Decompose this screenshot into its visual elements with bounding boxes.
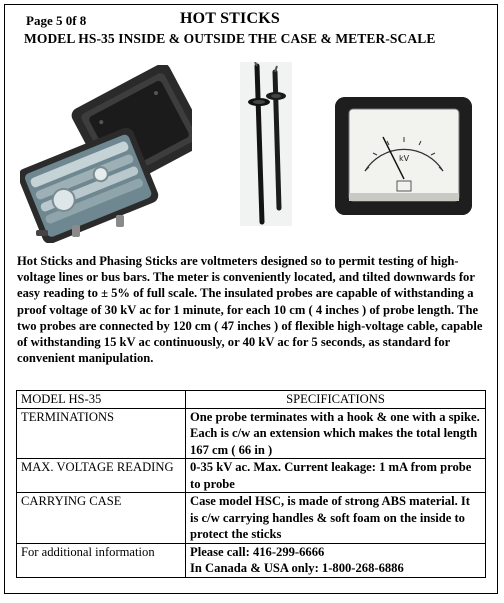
specifications-header: SPECIFICATIONS [186,391,486,409]
table-row [17,459,486,493]
spec-label: For additional information [17,543,186,577]
model-header: MODEL HS-35 [17,391,186,409]
table-row [17,408,486,459]
page-number: Page 5 0f 8 [26,13,87,28]
spec-label: MAX. VOLTAGE READING [17,459,186,493]
spec-label: CARRYING CASE [17,493,186,544]
page-subtitle: MODEL HS-35 INSIDE & OUTSIDE THE CASE & METER-SCALE [24,31,436,46]
meter-unit-label: kV [398,154,410,163]
specifications-table [16,390,486,578]
meter-scale-photo [335,97,472,215]
table-row [17,493,486,544]
spec-value: Case model HSC, is made of strong ABS material. It is c/w carrying handles & soft foam on the inside to protect the sticks [186,493,486,544]
spec-value: One probe terminates with a hook & one with a spike. Each is c/w an extension which makes the total length 167 cm ( 66 in ) [186,408,486,459]
spec-label: TERMINATIONS [17,408,186,459]
table-header-row [17,391,486,409]
toll-free-number: In Canada & USA only: 1-800-268-6886 [190,561,404,575]
page-title: HOT STICKS [180,10,280,27]
contact-info [186,543,486,577]
table-row [17,543,486,577]
hot-sticks-photo [240,62,292,226]
product-description: Hot Sticks and Phasing Sticks are voltmeters designed so to permit testing of high-voltage lines or bus bars. The meter is conveniently located, and tilted downwards for easy reading to ± 5% of full scale. The insulated probes are capable of withstanding a proof voltage of 30 kV ac for 1 minute, for each 10 cm ( 4 inches ) of probe length. The two probes are connected by 120 cm ( 47 inches ) of flexible high-voltage cable, capable of withstanding 15 kV ac continuously, or 40 kV ac for 5 seconds, as standard for convenient manipulation. [17,254,483,366]
phone-number: Please call: 416-299-6666 [190,544,325,559]
spec-value: 0-35 kV ac. Max. Current leakage: 1 mA from probe to probe [186,459,486,493]
carrying-case-photo [20,65,192,243]
